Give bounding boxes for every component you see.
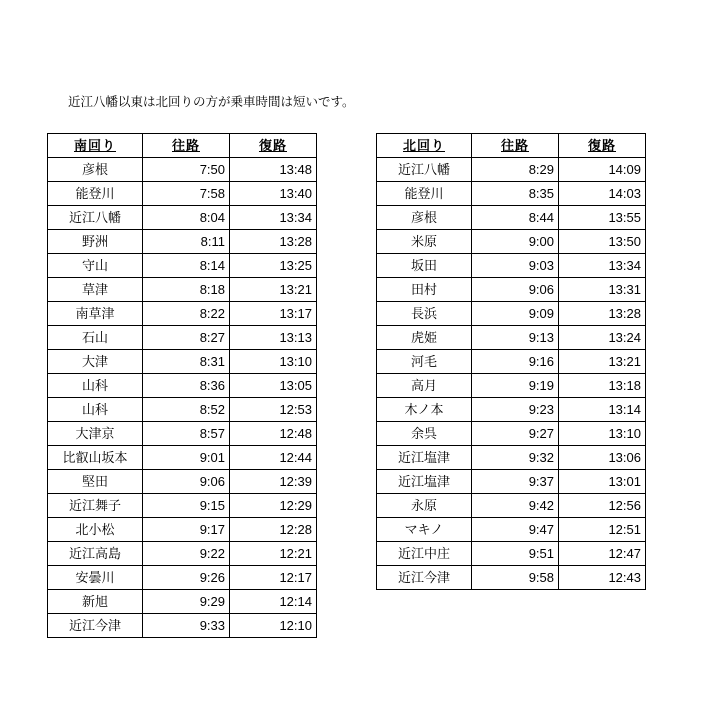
station-name-cell: 野洲	[48, 230, 143, 254]
station-name-cell: 坂田	[377, 254, 472, 278]
inbound-time-cell: 13:25	[230, 254, 317, 278]
inbound-time-cell: 13:13	[230, 326, 317, 350]
station-name-cell: 長浜	[377, 302, 472, 326]
outbound-time-cell: 9:03	[472, 254, 559, 278]
station-name-cell: 近江八幡	[48, 206, 143, 230]
station-name-cell: 比叡山坂本	[48, 446, 143, 470]
outbound-time-cell: 9:15	[143, 494, 230, 518]
table-row	[48, 422, 317, 446]
station-name-cell: 木ノ本	[377, 398, 472, 422]
table-row	[377, 302, 646, 326]
outbound-time-cell: 9:58	[472, 566, 559, 590]
table-row	[48, 398, 317, 422]
table-row	[377, 470, 646, 494]
table-row	[377, 518, 646, 542]
inbound-time-cell: 13:17	[230, 302, 317, 326]
outbound-time-cell: 9:42	[472, 494, 559, 518]
station-name-cell: 能登川	[48, 182, 143, 206]
inbound-time-cell: 12:43	[559, 566, 646, 590]
outbound-time-cell: 8:44	[472, 206, 559, 230]
table-row	[48, 326, 317, 350]
inbound-time-cell: 13:28	[559, 302, 646, 326]
table-row	[48, 614, 317, 638]
table-row	[48, 590, 317, 614]
station-name-cell: 近江塩津	[377, 446, 472, 470]
station-name-cell: 新旭	[48, 590, 143, 614]
column-header-inbound: 復路	[230, 134, 317, 158]
column-header-outbound: 往路	[143, 134, 230, 158]
table-row	[377, 230, 646, 254]
inbound-time-cell: 12:10	[230, 614, 317, 638]
inbound-time-cell: 13:01	[559, 470, 646, 494]
outbound-time-cell: 9:00	[472, 230, 559, 254]
station-name-cell: 近江中庄	[377, 542, 472, 566]
station-name-cell: 堅田	[48, 470, 143, 494]
table-row	[48, 542, 317, 566]
inbound-time-cell: 12:17	[230, 566, 317, 590]
station-name-cell: 南草津	[48, 302, 143, 326]
outbound-time-cell: 8:27	[143, 326, 230, 350]
outbound-time-cell: 8:22	[143, 302, 230, 326]
table-row	[377, 278, 646, 302]
station-name-cell: 河毛	[377, 350, 472, 374]
outbound-time-cell: 9:19	[472, 374, 559, 398]
inbound-time-cell: 13:34	[230, 206, 317, 230]
table-row	[48, 302, 317, 326]
column-header-direction: 北回り	[377, 134, 472, 158]
station-name-cell: 山科	[48, 398, 143, 422]
outbound-time-cell: 8:31	[143, 350, 230, 374]
table-row	[377, 566, 646, 590]
station-name-cell: 近江今津	[48, 614, 143, 638]
inbound-time-cell: 14:03	[559, 182, 646, 206]
table-body	[48, 158, 317, 638]
column-header-outbound: 往路	[472, 134, 559, 158]
table-row	[377, 326, 646, 350]
inbound-time-cell: 12:21	[230, 542, 317, 566]
station-name-cell: 近江舞子	[48, 494, 143, 518]
station-name-cell: 田村	[377, 278, 472, 302]
table-row	[48, 230, 317, 254]
outbound-time-cell: 9:17	[143, 518, 230, 542]
table-row	[48, 566, 317, 590]
station-name-cell: 山科	[48, 374, 143, 398]
column-header-inbound: 復路	[559, 134, 646, 158]
outbound-time-cell: 9:26	[143, 566, 230, 590]
table-row	[48, 182, 317, 206]
inbound-time-cell: 13:50	[559, 230, 646, 254]
timetable-south-loop	[47, 133, 317, 638]
inbound-time-cell: 13:05	[230, 374, 317, 398]
outbound-time-cell: 9:23	[472, 398, 559, 422]
inbound-time-cell: 13:21	[230, 278, 317, 302]
table-row	[377, 446, 646, 470]
station-name-cell: 大津京	[48, 422, 143, 446]
station-name-cell: 守山	[48, 254, 143, 278]
inbound-time-cell: 12:53	[230, 398, 317, 422]
outbound-time-cell: 8:57	[143, 422, 230, 446]
inbound-time-cell: 12:56	[559, 494, 646, 518]
outbound-time-cell: 9:16	[472, 350, 559, 374]
station-name-cell: 近江今津	[377, 566, 472, 590]
inbound-time-cell: 13:40	[230, 182, 317, 206]
outbound-time-cell: 9:09	[472, 302, 559, 326]
table-row	[377, 374, 646, 398]
outbound-time-cell: 9:22	[143, 542, 230, 566]
station-name-cell: 彦根	[377, 206, 472, 230]
station-name-cell: 北小松	[48, 518, 143, 542]
station-name-cell: 米原	[377, 230, 472, 254]
station-name-cell: 安曇川	[48, 566, 143, 590]
table-row	[48, 494, 317, 518]
outbound-time-cell: 9:47	[472, 518, 559, 542]
inbound-time-cell: 12:29	[230, 494, 317, 518]
table-header-row	[377, 134, 646, 158]
outbound-time-cell: 9:33	[143, 614, 230, 638]
table-row	[48, 518, 317, 542]
table-row	[377, 254, 646, 278]
station-name-cell: 能登川	[377, 182, 472, 206]
table-row	[377, 182, 646, 206]
station-name-cell: 大津	[48, 350, 143, 374]
inbound-time-cell: 13:28	[230, 230, 317, 254]
inbound-time-cell: 13:10	[230, 350, 317, 374]
inbound-time-cell: 13:18	[559, 374, 646, 398]
column-header-direction: 南回り	[48, 134, 143, 158]
table-row	[48, 446, 317, 470]
outbound-time-cell: 9:51	[472, 542, 559, 566]
station-name-cell: 彦根	[48, 158, 143, 182]
table-body	[377, 158, 646, 590]
station-name-cell: 石山	[48, 326, 143, 350]
inbound-time-cell: 12:51	[559, 518, 646, 542]
inbound-time-cell: 13:06	[559, 446, 646, 470]
table-row	[377, 398, 646, 422]
table-row	[377, 542, 646, 566]
inbound-time-cell: 13:34	[559, 254, 646, 278]
inbound-time-cell: 12:48	[230, 422, 317, 446]
table-row	[377, 422, 646, 446]
outbound-time-cell: 7:58	[143, 182, 230, 206]
inbound-time-cell: 12:28	[230, 518, 317, 542]
inbound-time-cell: 13:31	[559, 278, 646, 302]
outbound-time-cell: 9:13	[472, 326, 559, 350]
outbound-time-cell: 9:06	[143, 470, 230, 494]
station-name-cell: 虎姫	[377, 326, 472, 350]
outbound-time-cell: 8:52	[143, 398, 230, 422]
outbound-time-cell: 9:32	[472, 446, 559, 470]
station-name-cell: 草津	[48, 278, 143, 302]
table-row	[48, 350, 317, 374]
inbound-time-cell: 13:14	[559, 398, 646, 422]
table-row	[377, 494, 646, 518]
outbound-time-cell: 7:50	[143, 158, 230, 182]
table-row	[377, 350, 646, 374]
inbound-time-cell: 14:09	[559, 158, 646, 182]
station-name-cell: 近江塩津	[377, 470, 472, 494]
outbound-time-cell: 9:37	[472, 470, 559, 494]
station-name-cell: 高月	[377, 374, 472, 398]
station-name-cell: 永原	[377, 494, 472, 518]
outbound-time-cell: 9:06	[472, 278, 559, 302]
outbound-time-cell: 8:04	[143, 206, 230, 230]
outbound-time-cell: 8:35	[472, 182, 559, 206]
table-row	[377, 206, 646, 230]
station-name-cell: マキノ	[377, 518, 472, 542]
outbound-time-cell: 8:36	[143, 374, 230, 398]
inbound-time-cell: 12:39	[230, 470, 317, 494]
outbound-time-cell: 8:29	[472, 158, 559, 182]
inbound-time-cell: 13:24	[559, 326, 646, 350]
table-header-row	[48, 134, 317, 158]
table-row	[48, 158, 317, 182]
table-row	[377, 158, 646, 182]
station-name-cell: 近江高島	[48, 542, 143, 566]
inbound-time-cell: 13:55	[559, 206, 646, 230]
inbound-time-cell: 13:48	[230, 158, 317, 182]
inbound-time-cell: 12:47	[559, 542, 646, 566]
outbound-time-cell: 9:01	[143, 446, 230, 470]
outbound-time-cell: 8:14	[143, 254, 230, 278]
outbound-time-cell: 9:27	[472, 422, 559, 446]
table-row	[48, 470, 317, 494]
timetable-north-loop	[376, 133, 646, 590]
table-row	[48, 206, 317, 230]
inbound-time-cell: 13:21	[559, 350, 646, 374]
table-row	[48, 374, 317, 398]
inbound-time-cell: 13:10	[559, 422, 646, 446]
inbound-time-cell: 12:44	[230, 446, 317, 470]
page-caption: 近江八幡以東は北回りの方が乗車時間は短いです。	[68, 95, 355, 109]
outbound-time-cell: 8:18	[143, 278, 230, 302]
station-name-cell: 近江八幡	[377, 158, 472, 182]
station-name-cell: 余呉	[377, 422, 472, 446]
outbound-time-cell: 8:11	[143, 230, 230, 254]
outbound-time-cell: 9:29	[143, 590, 230, 614]
inbound-time-cell: 12:14	[230, 590, 317, 614]
table-row	[48, 278, 317, 302]
table-row	[48, 254, 317, 278]
